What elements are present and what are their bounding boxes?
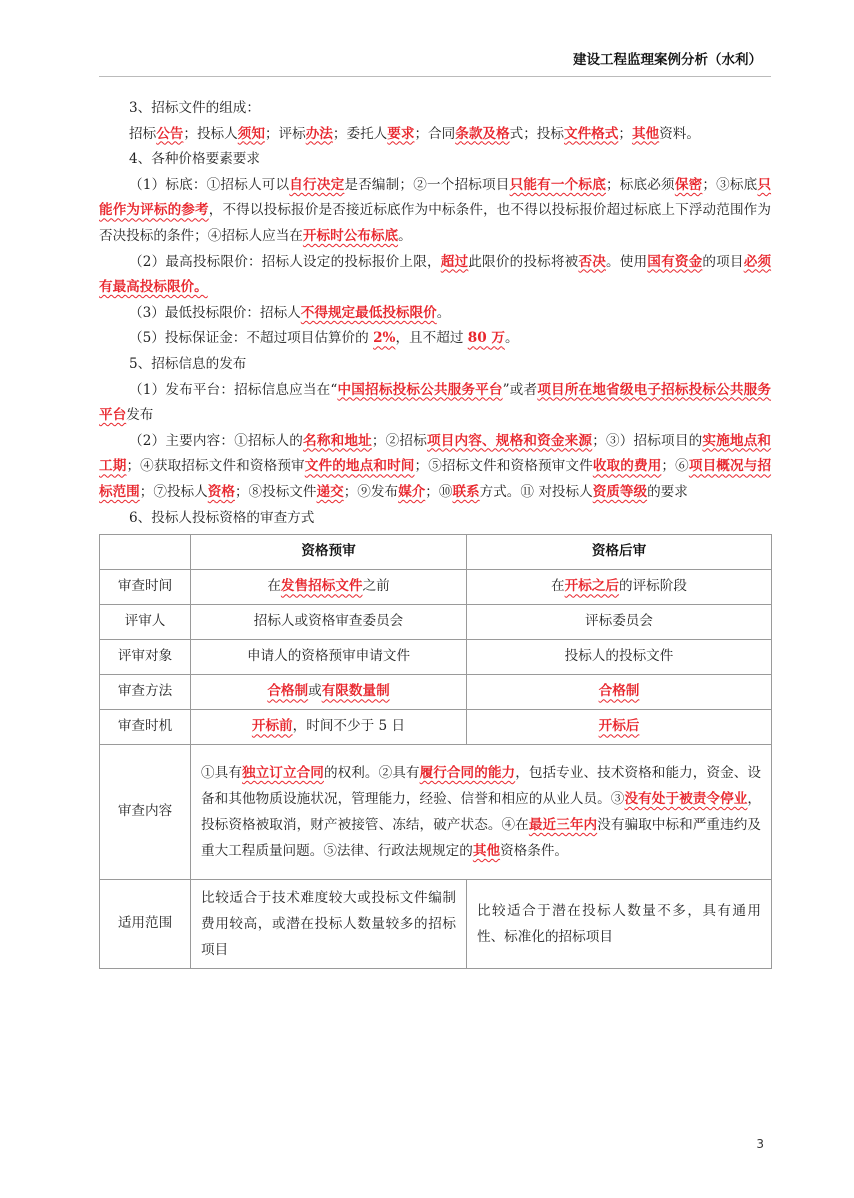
sec3-body [99,122,771,148]
keyword: 最近三年内 [528,817,598,834]
text: 或 [308,683,322,700]
text: ；⑥ [661,458,689,475]
row-label: 审查内容 [100,745,191,880]
table-row [100,710,772,745]
keyword: 合格制 [267,683,309,700]
text: ，且不超过 [395,330,468,347]
table-row [100,570,772,605]
row-label: 适用范围 [100,880,191,969]
keyword: 只能有一个标底 [509,176,606,193]
text: 发布 [126,407,154,424]
text: 此限价的投标将被 [468,253,579,270]
keyword: 项目内容、规格和资金来源 [426,432,593,449]
sec5-p2 [99,429,771,506]
text: ，包括专业、技术资格和能力，资金、设备和其他物质设施状况，管理能力，经验、信誉和相应的从业人员。③ [201,765,762,808]
keyword: 开标后 [598,718,640,735]
text: ；③）招标项目的 [592,432,703,449]
keyword: 其他 [631,125,660,142]
sec5-heading: 5、招标信息的发布 [129,355,247,372]
text: ，时间不少于 5 日 [292,718,406,735]
text: ；合同 [414,125,456,142]
text: 的权利。②具有 [323,765,420,782]
keyword: 开标前 [251,718,293,735]
keyword: 项目所在地省级电子招标投标公共服务平台 [99,381,772,424]
text: ；⑩ [425,483,453,500]
sec4-heading: 4、各种价格要素要求 [129,151,260,168]
keyword: 超过 [440,253,469,270]
text: 是否编制；②一个招标项目 [344,176,510,193]
keyword: 文件的地点和时间 [304,458,415,475]
text: ； [618,125,632,142]
keyword: 要求 [387,125,415,142]
cell-postqual: 投标人的投标文件 [467,640,772,675]
row-label: 评审人 [100,605,191,640]
qualification-table [99,534,772,969]
text: ，投标资格被取消，财产被接管、冻结，破产状态。④在 [201,791,762,834]
keyword: 不得规定最低投标限价 [300,304,437,321]
keyword: 必须有最高投标限价。 [99,253,772,296]
sec4-p3 [99,301,771,327]
keyword: 开标时公布标底 [302,227,399,244]
keyword: 媒介 [398,483,426,500]
text: （1）标底：①招标人可以 [129,176,290,193]
keyword: 有限数量制 [321,683,390,700]
row-label: 审查时间 [100,570,191,605]
text: 方式。⑪ 对投标人 [479,483,593,500]
text: ；⑨发布 [343,483,399,500]
cell-prequal: 招标人或资格审查委员会 [191,605,467,640]
keyword: 2% [373,330,396,347]
qualification-table-wrap [99,534,771,969]
table-row [100,675,772,710]
header-prequal: 资格预审 [191,535,467,570]
text: 的评标阶段 [619,578,687,595]
cell-postqual [467,710,772,745]
text: 式；投标 [509,125,564,142]
sec4-p1 [99,173,771,250]
keyword: 联系 [452,483,480,500]
text: （3）最低投标限价：招标人 [129,304,301,321]
table-row [100,880,772,969]
row-label: 审查时机 [100,710,191,745]
text: （5）投标保证金：不超过项目估算价的 [129,330,374,347]
keyword: 名称和地址 [303,432,372,449]
text: 的项目 [702,253,744,270]
text: 资料。 [659,125,700,142]
keyword: 自行决定 [289,176,345,193]
cell-prequal [191,675,467,710]
keyword: 办法 [305,125,333,142]
keyword: 合格制 [598,683,640,700]
keyword: 项目概况与招标范围 [99,458,772,500]
text: ；⑦投标人 [139,483,208,500]
keyword: 资格 [207,483,235,500]
table-row [100,605,772,640]
text: ”或者 [502,381,538,398]
table-row [100,745,772,880]
cell-prequal [191,570,467,605]
text: 在 [267,578,281,595]
keyword: 收取的费用 [592,458,662,475]
keyword: 条款及格 [455,125,510,142]
sec5-p1 [99,378,771,429]
text: 之前 [362,578,390,595]
row-label: 评审对象 [100,640,191,675]
keyword: 履行合同的能力 [419,765,516,782]
keyword: 资质等级 [592,483,648,500]
page-content [99,96,771,969]
cell-postqual: 比较适合于潜在投标人数量不多，具有通用性、标准化的招标项目 [467,880,772,969]
sec4-p4 [99,326,771,352]
text: ；⑤招标文件和资格预审文件 [414,458,593,475]
text: 。使用 [605,253,648,270]
table-row [100,640,772,675]
keyword: 保密 [674,176,703,193]
text: 的要求 [647,483,688,500]
text: ；②招标 [371,432,427,449]
cell-content-merged [191,745,772,880]
text: 招标 [129,125,157,142]
keyword: 公告 [156,125,184,142]
sec4-p2 [99,250,771,301]
row-label: 审查方法 [100,675,191,710]
cell-prequal [191,710,467,745]
header-rule [99,76,771,77]
keyword: 须知 [237,125,265,142]
keyword: 其他 [472,843,501,860]
table-header-row [100,535,772,570]
text: ；标底必须 [605,176,675,193]
keyword: 只能作为评标的参考 [99,176,772,219]
cell-postqual [467,570,772,605]
text: ；评标 [264,125,306,142]
keyword: 80 万 [467,330,505,347]
page-number: 3 [756,1137,764,1151]
text: （1）发布平台：招标信息应当在“ [129,381,338,398]
sec3-heading: 3、招标文件的组成： [129,100,260,116]
text: （2）主要内容：①招标人的 [129,432,304,449]
text: 。 [436,304,451,321]
cell-postqual [467,675,772,710]
text: ；投标人 [183,125,238,142]
keyword: 递交 [316,483,344,500]
text: ；委托人 [332,125,388,142]
text: ；④获取招标文件和资格预审 [126,458,305,475]
text: ①具有 [201,765,242,782]
keyword: 否决 [578,253,606,270]
text: 资格条件。 [500,843,569,860]
sec6-heading: 6、投标人投标资格的审查方式 [129,509,315,526]
keyword: 文件格式 [564,125,619,142]
keyword: 发售招标文件 [280,578,363,595]
keyword: 实施地点和工期 [99,432,772,475]
cell-prequal: 比较适合于技术难度较大或投标文件编制费用较高，或潜在投标人数量较多的招标项目 [191,880,467,969]
keyword: 国有资金 [647,253,703,270]
text: ，不得以投标报价是否接近标底作为中标条件，也不得以投标报价超过标底上下浮动范围作为否决投标的条件；④招标人应当在 [99,202,771,244]
text: 没有骗取中标和严重违约及重大工程质量问题。⑤法律、行政法规规定的 [201,817,762,860]
header-postqual: 资格后审 [467,535,772,570]
running-title: 建设工程监理案例分析（水利） [573,52,762,68]
text: 。 [505,330,519,347]
cell-prequal: 申请人的资格预审申请文件 [191,640,467,675]
keyword: 中国招标投标公共服务平台 [337,381,503,398]
text: 在 [551,578,565,595]
text: ；⑧投标文件 [234,483,317,500]
text: ；③标底 [702,176,758,193]
keyword: 开标之后 [564,578,619,595]
header-empty-cell [100,535,191,570]
cell-postqual: 评标委员会 [467,605,772,640]
text: （2）最高投标限价：招标人设定的投标报价上限， [129,253,441,270]
keyword: 独立订立合同 [241,765,324,782]
text: 。 [398,227,412,244]
keyword: 没有处于被责令停业 [624,791,748,808]
